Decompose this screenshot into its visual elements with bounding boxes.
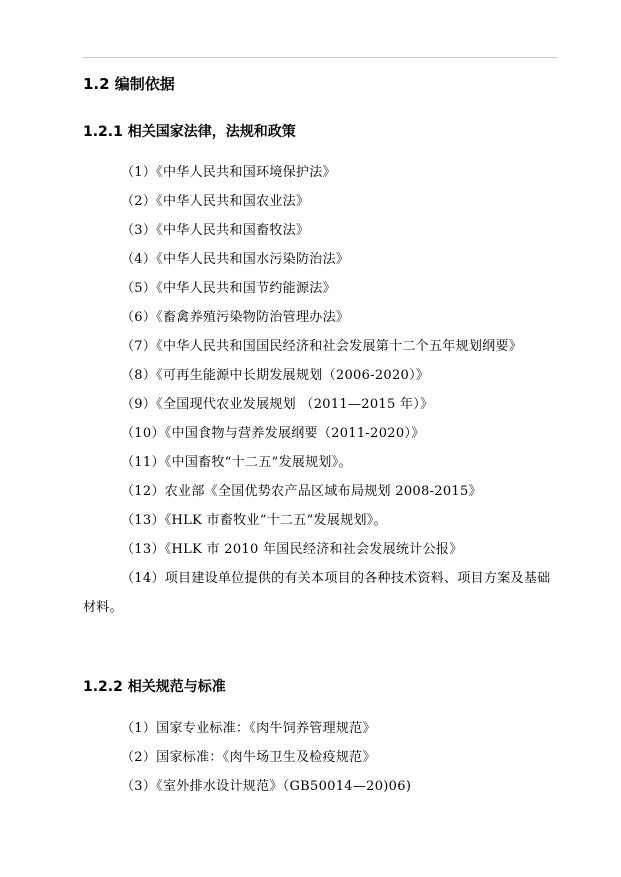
list-item: （10）《中国食物与营养发展纲要（2011-2020）》 [121, 426, 425, 441]
list-item: （14）项目建设单位提供的有关本项目的各种技术资料、项目方案及基础材料。 [83, 571, 551, 615]
list-item: （12）农业部《全国优势农产品区域布局规划 2008-2015》 [121, 484, 482, 499]
subsection-title-standards: 1.2.2 相关规范与标准 [83, 679, 226, 695]
list-item: （4）《中华人民共和国水污染防治法》 [121, 252, 350, 267]
list-item: （3）《中华人民共和国畜牧法》 [121, 223, 310, 238]
list-item: （2）《中华人民共和国农业法》 [121, 194, 310, 209]
list-item: （9）《全国现代农业发展规划 （2011—2015 年）》 [121, 397, 434, 412]
list-item: （3）《室外排水设计规范》（GB50014—20)06) [121, 779, 412, 794]
list-item: （8）《可再生能源中长期发展规划（2006-2020）》 [121, 368, 430, 383]
list-item: （13）《HLK 市畜牧业“十二五”发展规划》。 [121, 513, 387, 528]
list-item: （7）《中华人民共和国国民经济和社会发展第十二个五年规划纲要》 [121, 339, 523, 354]
list-item: （2）国家标准：《肉牛场卫生及检疫规范》 [121, 750, 376, 765]
list-item: （1）国家专业标准：《肉牛饲养管理规范》 [121, 721, 376, 736]
subsection-title-laws: 1.2.1 相关国家法律，法规和政策 [83, 124, 296, 140]
standards-list [83, 714, 563, 801]
list-item: （5）《中华人民共和国节约能源法》 [121, 281, 336, 296]
section-title: 1.2 编制依据 [83, 75, 175, 93]
list-item: （1）《中华人民共和国环境保护法》 [121, 165, 336, 180]
list-item: （13）《HLK 市 2010 年国民经济和社会发展统计公报》 [121, 542, 463, 557]
list-item: （11）《中国畜牧“十二五”发展规划》。 [121, 455, 352, 470]
header-rule [83, 57, 557, 58]
laws-list [83, 158, 563, 622]
list-item: （6）《畜禽养殖污染物防治管理办法》 [121, 310, 350, 325]
